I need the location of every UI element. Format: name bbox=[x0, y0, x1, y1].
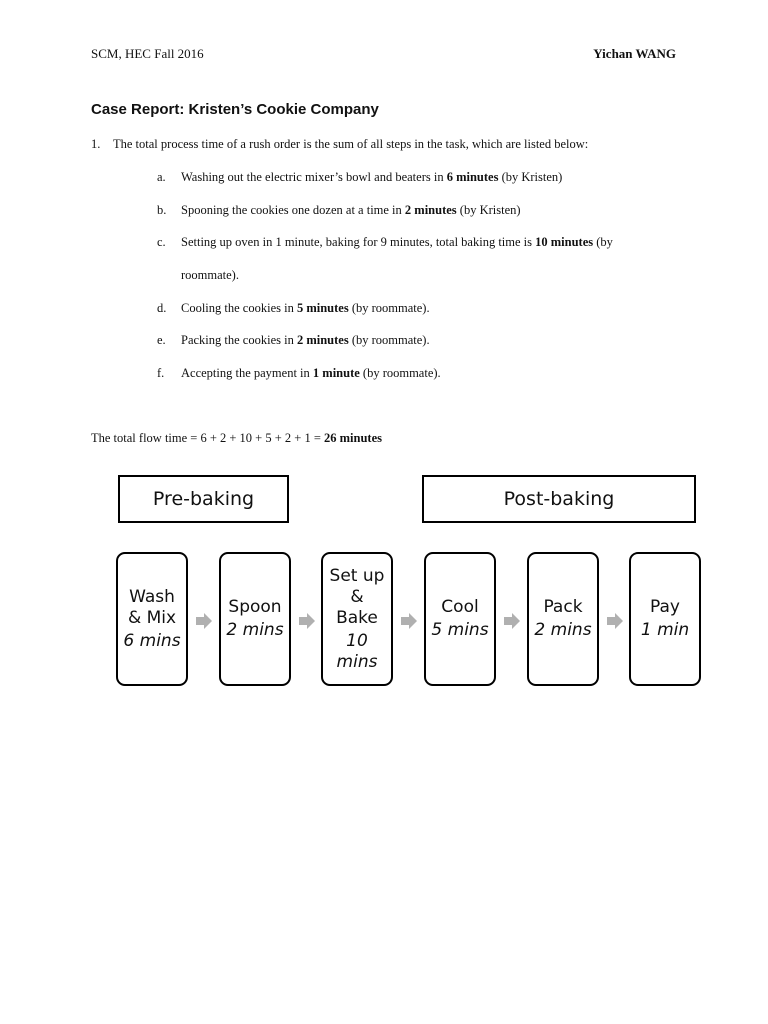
item-letter: e. bbox=[157, 333, 166, 347]
step-duration: 2 mins bbox=[534, 620, 592, 640]
list-item: Packing the cookies in 2 minutes (by roommate). bbox=[181, 333, 430, 347]
item-letter: f. bbox=[157, 366, 165, 380]
arrow-right-icon bbox=[195, 612, 213, 630]
step-name: Spoon bbox=[228, 597, 282, 617]
list-item: Washing out the electric mixer’s bowl and beaters in 6 minutes (by Kristen) bbox=[181, 170, 563, 184]
total-flow-time: The total flow time = 6 + 2 + 10 + 5 + 2 + 1 = 26 minutes bbox=[91, 431, 383, 445]
step-cool bbox=[424, 552, 496, 686]
arrow-right-icon bbox=[503, 612, 521, 630]
step-pack bbox=[527, 552, 599, 686]
header-author: Yichan WANG bbox=[593, 46, 676, 61]
arrow-right-icon bbox=[606, 612, 624, 630]
phase-pre-baking: Pre-baking bbox=[118, 475, 289, 523]
list-item: Spooning the cookies one dozen at a time in 2 minutes (by Kristen) bbox=[181, 203, 521, 217]
arrow-right-icon bbox=[298, 612, 316, 630]
question-number: 1. bbox=[91, 137, 101, 151]
list-item: Cooling the cookies in 5 minutes (by roommate). bbox=[181, 301, 430, 315]
list-item: Setting up oven in 1 minute, baking for 9 minutes, total baking time is 10 minutes (by bbox=[181, 235, 613, 249]
report-title: Case Report: Kristen’s Cookie Company bbox=[91, 101, 379, 118]
step-name: Pay bbox=[650, 597, 680, 617]
step-name: Cool bbox=[441, 597, 479, 617]
step-duration: 6 mins bbox=[123, 630, 181, 651]
item-letter: d. bbox=[157, 301, 167, 315]
step-setup-bake bbox=[321, 552, 393, 686]
step-duration: 5 mins bbox=[431, 620, 489, 640]
phase-post-baking: Post-baking bbox=[422, 475, 696, 523]
step-duration: 1 min bbox=[640, 620, 690, 640]
header-course: SCM, HEC Fall 2016 bbox=[91, 46, 204, 61]
list-item-continuation: roommate). bbox=[181, 268, 239, 282]
step-duration: 10 mins bbox=[336, 630, 378, 672]
item-letter: c. bbox=[157, 235, 166, 249]
step-spoon bbox=[219, 552, 291, 686]
item-letter: a. bbox=[157, 170, 166, 184]
step-name: Wash & Mix bbox=[127, 586, 177, 628]
arrow-right-icon bbox=[400, 612, 418, 630]
item-letter: b. bbox=[157, 203, 167, 217]
list-item: Accepting the payment in 1 minute (by roommate). bbox=[181, 366, 441, 380]
step-wash-mix bbox=[116, 552, 188, 686]
step-pay bbox=[629, 552, 701, 686]
step-duration: 2 mins bbox=[226, 620, 284, 640]
question-text: The total process time of a rush order is the sum of all steps in the task, which are listed below: bbox=[113, 137, 589, 151]
step-name: Pack bbox=[543, 597, 583, 617]
step-name: Set up & Bake bbox=[329, 565, 385, 628]
